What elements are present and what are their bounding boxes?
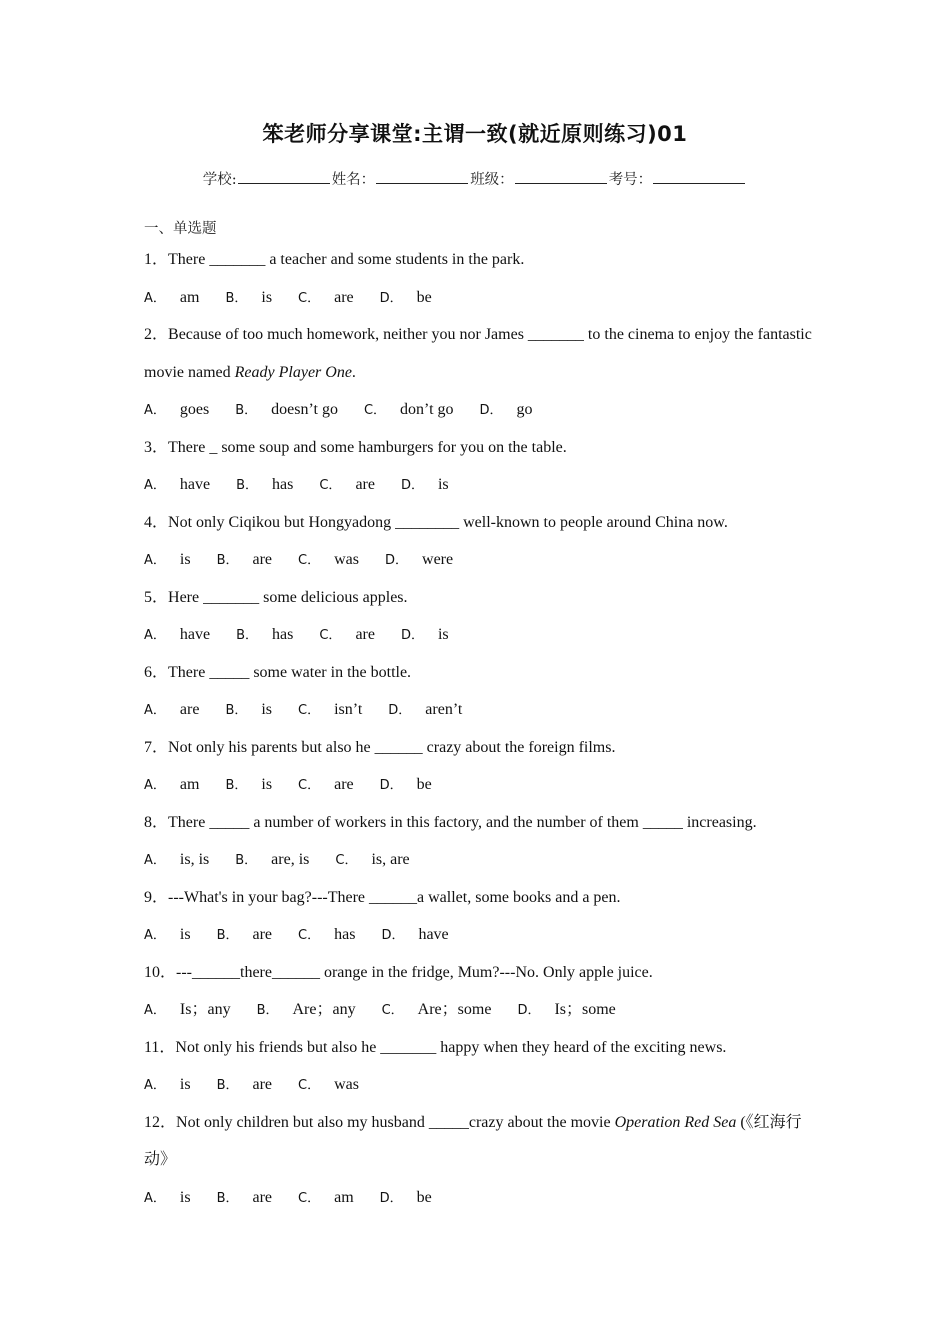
option-text: don’t go xyxy=(400,401,454,418)
exam-number-blank xyxy=(653,171,745,184)
option-letter: C． xyxy=(298,553,321,568)
option-text: are, is xyxy=(271,851,310,868)
question-1 xyxy=(144,241,814,279)
question-8 xyxy=(144,804,814,842)
answer-options xyxy=(144,841,814,879)
option-text: am xyxy=(179,776,200,793)
option-letter: B． xyxy=(216,1190,239,1206)
answer-option[interactable] xyxy=(401,616,449,655)
answer-options xyxy=(144,391,814,429)
option-letter: B． xyxy=(235,403,258,418)
student-info-line xyxy=(0,168,950,189)
option-text: go xyxy=(516,401,533,418)
answer-option[interactable] xyxy=(217,541,272,580)
class-label: 班级： xyxy=(470,172,514,188)
answer-option[interactable] xyxy=(225,691,272,730)
question-5 xyxy=(144,579,814,617)
answer-option[interactable] xyxy=(217,1066,272,1105)
question-number: 9． xyxy=(144,888,169,906)
option-letter: C． xyxy=(319,478,342,493)
option-letter: A． xyxy=(144,1003,166,1018)
option-text: is xyxy=(179,551,191,568)
option-text: are xyxy=(252,926,273,943)
option-text: are xyxy=(252,551,273,568)
option-text: be xyxy=(416,1188,432,1206)
option-letter: D． xyxy=(379,778,403,793)
answer-options xyxy=(144,991,814,1029)
question-10 xyxy=(144,954,814,992)
answer-option[interactable] xyxy=(144,916,191,955)
option-text: have xyxy=(179,476,211,493)
option-letter: A． xyxy=(144,778,166,793)
answer-option[interactable] xyxy=(144,841,209,880)
option-letter: C． xyxy=(298,778,321,793)
option-letter: B． xyxy=(225,778,248,793)
answer-option[interactable] xyxy=(298,766,354,805)
option-text: isn’t xyxy=(334,701,363,718)
answer-option[interactable] xyxy=(144,991,231,1030)
answer-options xyxy=(144,616,814,654)
option-letter: D． xyxy=(388,703,412,718)
answer-option[interactable] xyxy=(401,466,449,505)
answer-option[interactable] xyxy=(388,691,462,730)
answer-option[interactable] xyxy=(380,1179,432,1218)
option-text: be xyxy=(416,776,432,793)
option-text: is xyxy=(261,701,273,718)
question-text: Not only children but also my husband _____crazy about the movie xyxy=(176,1113,615,1131)
school-label: 学校: xyxy=(202,172,237,188)
option-text: Are；any xyxy=(292,1001,356,1018)
answer-option[interactable] xyxy=(382,991,492,1030)
option-text: is xyxy=(437,476,449,493)
question-text: There _ some soup and some hamburgers for you on the table. xyxy=(168,438,567,456)
option-letter: D． xyxy=(385,553,409,568)
option-letter: B． xyxy=(235,853,258,868)
option-text: were xyxy=(422,551,454,568)
answer-option[interactable] xyxy=(225,279,272,318)
option-letter: C． xyxy=(319,628,342,643)
option-text: are xyxy=(355,626,375,643)
answer-option[interactable] xyxy=(517,991,615,1030)
answer-option[interactable] xyxy=(298,691,362,730)
question-9 xyxy=(144,879,814,917)
option-text: has xyxy=(272,626,294,643)
option-text: has xyxy=(334,926,356,943)
answer-option[interactable] xyxy=(217,916,272,955)
option-text: are xyxy=(334,288,354,306)
option-letter: A． xyxy=(144,1078,166,1093)
question-text: ---______there______ orange in the fridge, Mum?---No. Only apple juice. xyxy=(176,963,653,981)
option-letter: C． xyxy=(335,853,358,868)
option-letter: B． xyxy=(236,478,259,493)
question-text: There _____ some water in the bottle. xyxy=(168,663,412,681)
option-letter: B． xyxy=(225,290,248,306)
question-number: 6． xyxy=(144,663,169,681)
question-text: ---What's in your bag?---There ______a wallet, some books and a pen. xyxy=(168,888,621,906)
question-2 xyxy=(144,316,814,391)
page-title: 笨老师分享课堂:主谓一致(就近原则练习)01 xyxy=(262,122,688,146)
option-letter: A． xyxy=(144,703,166,718)
option-letter: C． xyxy=(381,1003,404,1018)
name-blank xyxy=(376,171,468,184)
question-number: 1． xyxy=(144,251,169,268)
option-letter: D． xyxy=(517,1003,541,1018)
option-letter: B． xyxy=(256,1003,279,1018)
option-text: is xyxy=(179,1188,191,1206)
option-text: have xyxy=(179,626,211,643)
question-4 xyxy=(144,504,814,542)
answer-option[interactable] xyxy=(144,1066,191,1105)
question-number: 5． xyxy=(144,588,169,606)
option-text: Are；some xyxy=(417,1001,492,1018)
option-letter: A． xyxy=(144,853,166,868)
option-text: am xyxy=(334,1188,354,1206)
option-text: have xyxy=(418,926,449,943)
answer-option[interactable] xyxy=(381,916,448,955)
option-text: am xyxy=(179,288,200,306)
option-letter: B． xyxy=(216,553,239,568)
question-number: 2． xyxy=(144,326,169,343)
question-6 xyxy=(144,654,814,692)
option-text: is xyxy=(179,1076,191,1093)
answer-option[interactable] xyxy=(236,616,293,655)
question-7 xyxy=(144,729,814,767)
question-number: 7． xyxy=(144,738,169,756)
option-letter: A． xyxy=(144,478,166,493)
option-text: are xyxy=(334,776,354,793)
option-text: was xyxy=(334,1076,359,1093)
option-text: has xyxy=(272,476,294,493)
option-text: aren’t xyxy=(425,701,463,718)
question-text: There _______ a teacher and some students in the park. xyxy=(168,251,525,268)
question-text: Not only Ciqikou but Hongyadong ________ well-known to people around China now. xyxy=(168,513,728,531)
answer-option[interactable] xyxy=(144,541,191,580)
option-letter: A． xyxy=(144,928,166,943)
option-text: is xyxy=(437,626,449,643)
answer-option[interactable] xyxy=(385,541,453,580)
exam-number-label: 考号： xyxy=(608,172,653,188)
question-text: Not only his friends but also he _______ happy when they heard of the exciting news. xyxy=(175,1038,727,1056)
option-letter: A． xyxy=(144,403,166,418)
answer-option[interactable] xyxy=(480,391,533,430)
option-letter: D． xyxy=(479,403,503,418)
answer-option[interactable] xyxy=(298,1066,359,1105)
answer-option[interactable] xyxy=(298,916,355,955)
option-text: is, are xyxy=(371,851,410,868)
answer-option[interactable] xyxy=(380,766,432,805)
option-letter: C． xyxy=(298,703,321,718)
option-letter: C． xyxy=(298,1190,321,1206)
class-blank xyxy=(515,171,607,184)
question-text: Not only his parents but also he ______ crazy about the foreign films. xyxy=(168,738,616,756)
option-letter: D． xyxy=(400,628,424,643)
answer-options xyxy=(144,541,814,579)
option-text: is xyxy=(261,288,273,306)
option-text: are xyxy=(355,476,375,493)
answer-options xyxy=(144,279,814,317)
option-letter: C． xyxy=(298,290,321,306)
answer-option[interactable] xyxy=(235,391,338,430)
answer-option[interactable] xyxy=(380,279,432,318)
answer-option[interactable] xyxy=(236,466,293,505)
option-letter: D． xyxy=(381,928,405,943)
question-italic-title: Ready Player One xyxy=(234,363,352,381)
question-11 xyxy=(144,1029,814,1067)
option-text: doesn’t go xyxy=(271,401,338,418)
answer-option[interactable] xyxy=(217,1179,272,1218)
answer-option[interactable] xyxy=(335,841,409,880)
option-text: are xyxy=(179,701,200,718)
answer-option[interactable] xyxy=(257,991,356,1030)
answer-options xyxy=(144,691,814,729)
option-text: is xyxy=(261,776,273,793)
question-number: 4． xyxy=(144,513,169,531)
answer-option[interactable] xyxy=(235,841,309,880)
question-list xyxy=(144,241,814,1216)
answer-option[interactable] xyxy=(298,279,354,318)
option-letter: B． xyxy=(216,928,239,943)
question-text-after: (《红海行动》 xyxy=(144,1113,802,1168)
answer-options xyxy=(144,766,814,804)
school-blank xyxy=(238,171,330,184)
answer-options xyxy=(144,466,814,504)
answer-option[interactable] xyxy=(144,766,199,805)
question-number: 8． xyxy=(144,813,169,831)
option-letter: C． xyxy=(298,928,321,943)
option-letter: A． xyxy=(144,290,166,306)
answer-option[interactable] xyxy=(225,766,272,805)
name-label: 姓名： xyxy=(331,172,376,188)
option-letter: A． xyxy=(144,628,166,643)
option-letter: C． xyxy=(298,1078,321,1093)
section-heading: 一、单选题 xyxy=(144,221,217,237)
answer-option[interactable] xyxy=(144,691,199,730)
question-text: Because of too much homework, neither you nor James _______ to the cinema to enjoy the fantastic movie named xyxy=(144,326,812,381)
question-text: Here _______ some delicious apples. xyxy=(168,588,408,606)
answer-option[interactable] xyxy=(144,616,210,655)
answer-options xyxy=(144,1066,814,1104)
answer-option[interactable] xyxy=(298,541,359,580)
option-letter: A． xyxy=(144,553,166,568)
question-3 xyxy=(144,429,814,467)
option-letter: D． xyxy=(379,290,403,306)
option-letter: A． xyxy=(144,1190,166,1206)
option-letter: D． xyxy=(400,478,424,493)
answer-option[interactable] xyxy=(144,279,199,318)
answer-option[interactable] xyxy=(144,466,210,505)
option-text: Is；some xyxy=(554,1001,616,1018)
option-text: is xyxy=(179,926,191,943)
question-number: 11． xyxy=(144,1038,176,1056)
answer-options xyxy=(144,916,814,954)
option-text: are xyxy=(252,1188,273,1206)
option-letter: B． xyxy=(216,1078,239,1093)
question-text: There _____ a number of workers in this factory, and the number of them _____ increasing. xyxy=(168,813,757,831)
answer-option[interactable] xyxy=(144,1179,191,1218)
option-text: be xyxy=(416,288,432,306)
answer-option[interactable] xyxy=(319,466,375,505)
question-number: 10． xyxy=(144,963,177,981)
answer-option[interactable] xyxy=(364,391,454,430)
option-letter: D． xyxy=(379,1190,403,1206)
option-text: are xyxy=(252,1076,273,1093)
option-text: was xyxy=(334,551,359,568)
option-text: goes xyxy=(179,401,210,418)
answer-option[interactable] xyxy=(144,391,209,430)
option-letter: C． xyxy=(363,403,387,418)
question-number: 12． xyxy=(144,1113,177,1131)
answer-option[interactable] xyxy=(319,616,375,655)
option-text: is, is xyxy=(179,851,210,868)
question-text-after: . xyxy=(351,363,356,381)
question-number: 3． xyxy=(144,438,169,456)
option-letter: B． xyxy=(236,628,259,643)
question-italic-title: Operation Red Sea xyxy=(614,1113,737,1131)
question-12 xyxy=(144,1104,814,1179)
option-letter: B． xyxy=(225,703,248,718)
option-text: Is；any xyxy=(179,1001,231,1018)
answer-option[interactable] xyxy=(298,1179,354,1218)
answer-options xyxy=(144,1179,814,1217)
